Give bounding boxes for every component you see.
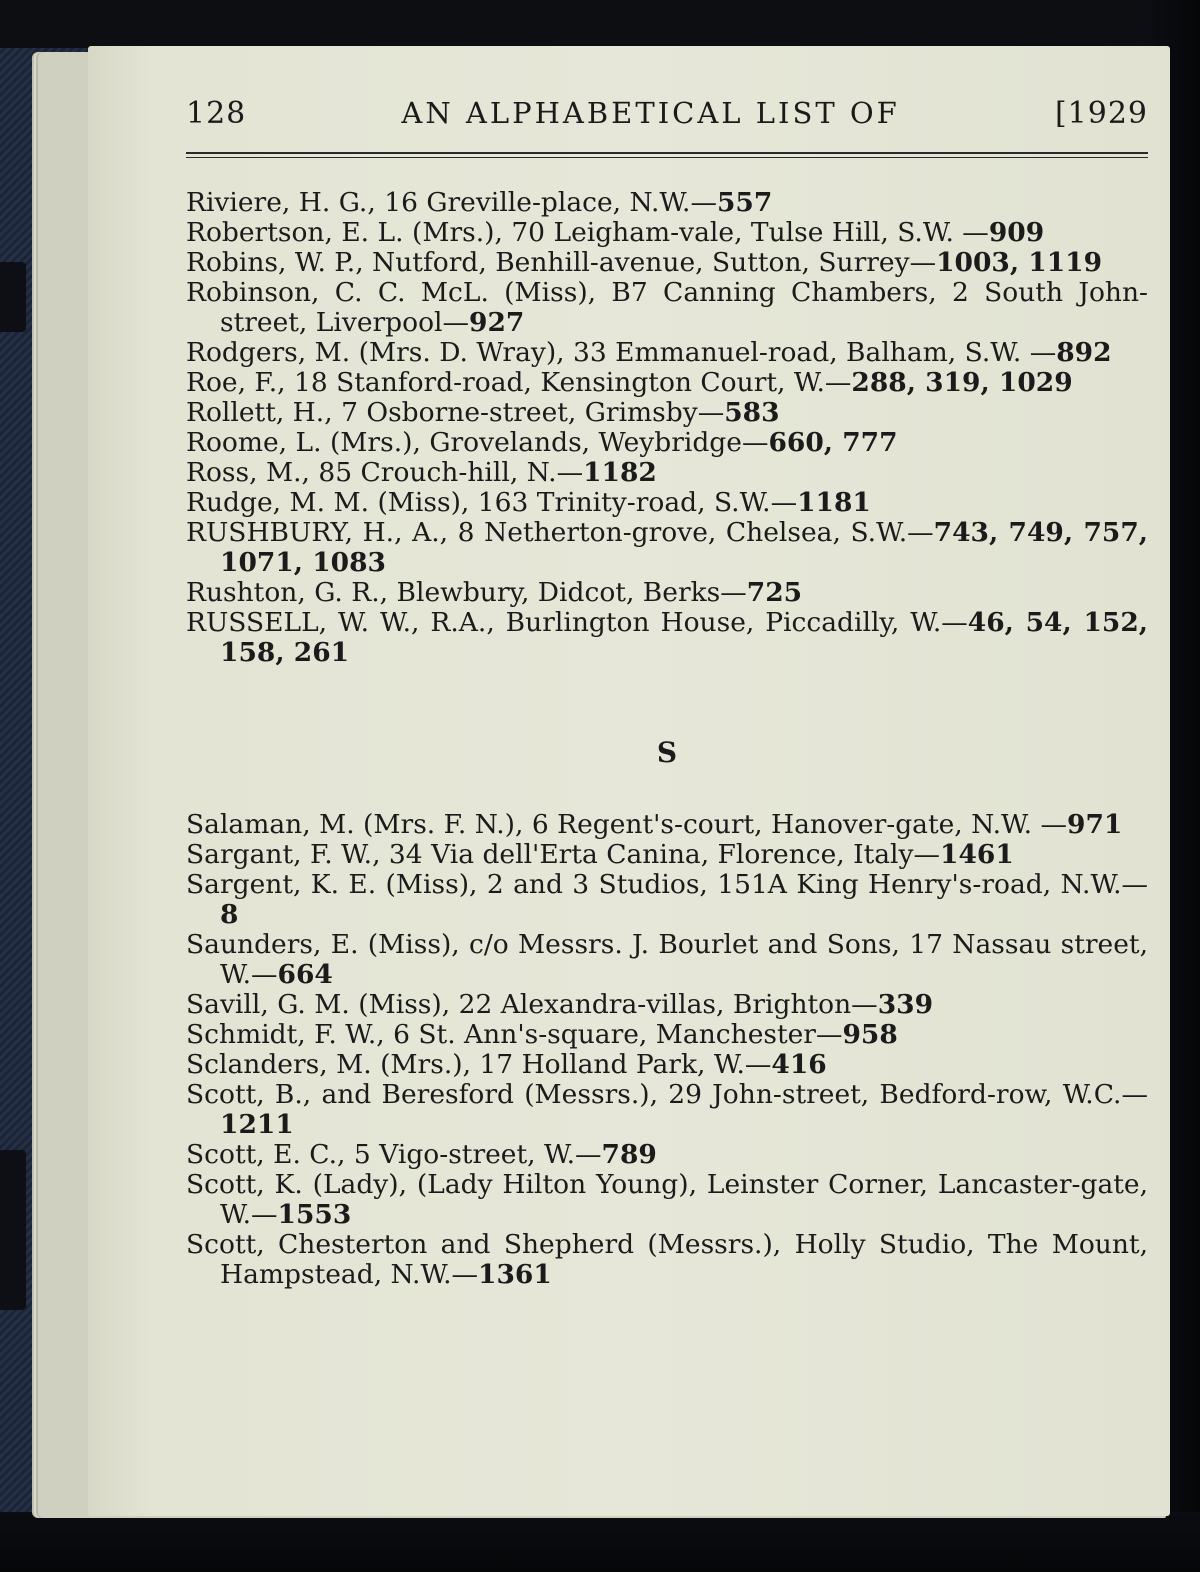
entry-catalogue-numbers: 1182 <box>583 457 657 488</box>
entry-text: Schmidt, F. W., 6 St. Ann's-square, Manchester— <box>186 1019 843 1050</box>
page-content <box>186 96 1148 1290</box>
entry-catalogue-numbers: 557 <box>716 187 773 218</box>
entry-catalogue-numbers: 789 <box>601 1139 657 1170</box>
entry-text: Rollett, H., 7 Osborne-street, Grimsby— <box>186 397 725 428</box>
entry-text: Rudge, M. M. (Miss), 163 Trinity-road, S.W.— <box>186 487 798 518</box>
entry-catalogue-numbers: 909 <box>988 217 1045 248</box>
entry-catalogue-numbers: 958 <box>842 1019 898 1050</box>
entry-catalogue-numbers: 971 <box>1067 809 1123 840</box>
entry-text: Sargent, K. E. (Miss), 2 and 3 Studios, 151A King Henry's-road, N.W.— <box>186 869 1148 900</box>
entry-text: Scott, Chesterton and Shepherd (Messrs.), Holly Studio, The Mount, Hampstead, N.W.— <box>186 1229 1148 1290</box>
list-entry <box>186 810 1148 840</box>
entry-catalogue-numbers: 416 <box>771 1049 827 1080</box>
entry-catalogue-numbers: 1003, 1119 <box>936 247 1103 278</box>
entry-list-r <box>186 188 1148 668</box>
page-number: 128 <box>186 96 247 131</box>
entry-text: Sargant, F. W., 34 Via dell'Erta Canina, Florence, Italy— <box>186 839 941 870</box>
list-entry <box>186 608 1148 668</box>
list-entry <box>186 428 1148 458</box>
binding-clasp <box>0 1150 26 1310</box>
entry-text: RUSHBURY, H., A., 8 Netherton-grove, Chelsea, S.W.— <box>186 517 934 548</box>
list-entry <box>186 840 1148 870</box>
list-entry <box>186 218 1148 248</box>
entry-text: RUSSELL, W. W., R.A., Burlington House, Piccadilly, W.— <box>186 607 968 638</box>
list-entry <box>186 188 1148 218</box>
entry-text: Scott, K. (Lady), (Lady Hilton Young), Leinster Corner, Lancaster-gate, W.— <box>186 1169 1148 1230</box>
entry-catalogue-numbers: 1361 <box>478 1259 552 1290</box>
entry-text: Ross, M., 85 Crouch-hill, N.— <box>186 457 584 488</box>
binding-clasp <box>0 262 26 332</box>
list-entry <box>186 578 1148 608</box>
list-entry <box>186 1050 1148 1080</box>
entry-text: Roome, L. (Mrs.), Grovelands, Weybridge— <box>186 427 769 458</box>
entry-catalogue-numbers: 743, 749, 757, 1071, 1083 <box>220 517 1148 578</box>
double-rule <box>186 152 1148 158</box>
cover-bottom-edge <box>0 1512 1200 1572</box>
list-entry <box>186 1230 1148 1290</box>
entry-text: Savill, G. M. (Miss), 22 Alexandra-villas, Brighton— <box>186 989 878 1020</box>
entry-catalogue-numbers: 339 <box>877 989 934 1020</box>
entry-catalogue-numbers: 892 <box>1056 337 1112 368</box>
list-entry <box>186 1080 1148 1140</box>
entry-catalogue-numbers: 660, 777 <box>768 427 898 458</box>
entry-text: Sclanders, M. (Mrs.), 17 Holland Park, W.— <box>186 1049 772 1080</box>
entry-text: Rushton, G. R., Blewbury, Didcot, Berks— <box>186 577 747 608</box>
list-entry <box>186 1170 1148 1230</box>
list-entry <box>186 398 1148 428</box>
list-entry <box>186 870 1148 930</box>
list-entry <box>186 518 1148 578</box>
cover-top-edge <box>0 0 1200 48</box>
section-heading: S <box>656 736 678 769</box>
running-title: AN ALPHABETICAL LIST OF <box>401 96 900 130</box>
entry-text: Riviere, H. G., 16 Greville-place, N.W.— <box>186 187 717 218</box>
entry-catalogue-numbers: 1461 <box>940 839 1014 870</box>
list-entry <box>186 278 1148 338</box>
entry-text: Robins, W. P., Nutford, Benhill-avenue, Sutton, Surrey— <box>186 247 937 278</box>
list-entry <box>186 930 1148 990</box>
list-entry <box>186 1140 1148 1170</box>
list-entry <box>186 990 1148 1020</box>
list-entry <box>186 458 1148 488</box>
entry-catalogue-numbers: 1553 <box>277 1199 352 1230</box>
list-entry <box>186 1020 1148 1050</box>
entry-text: Scott, B., and Beresford (Messrs.), 29 John-street, Bedford-row, W.C.— <box>186 1079 1148 1110</box>
list-entry <box>186 368 1148 398</box>
entry-catalogue-numbers: 725 <box>746 577 803 608</box>
entry-catalogue-numbers: 664 <box>277 959 333 990</box>
entry-text: Saunders, E. (Miss), c/o Messrs. J. Bourlet and Sons, 17 Nassau street, W.— <box>186 929 1148 990</box>
list-entry <box>186 248 1148 278</box>
entry-text: Roe, F., 18 Stanford-road, Kensington Court, W.— <box>186 367 852 398</box>
entry-text: Robertson, E. L. (Mrs.), 70 Leigham-vale, Tulse Hill, S.W. — <box>186 217 989 248</box>
entry-catalogue-numbers: 8 <box>220 899 239 930</box>
entry-text: Scott, E. C., 5 Vigo-street, W.— <box>186 1139 602 1170</box>
entry-catalogue-numbers: 1181 <box>797 487 871 518</box>
list-entry <box>186 338 1148 368</box>
entry-text: Salaman, M. (Mrs. F. N.), 6 Regent's-court, Hanover-gate, N.W. — <box>186 809 1068 840</box>
entry-catalogue-numbers: 1211 <box>220 1109 294 1140</box>
list-entry <box>186 488 1148 518</box>
entry-text: Robinson, C. C. McL. (Miss), B7 Canning Chambers, 2 South John-street, Liverpool— <box>186 277 1148 338</box>
running-head <box>186 96 1148 146</box>
entry-catalogue-numbers: 927 <box>469 307 525 338</box>
running-year: [1929 <box>1054 96 1148 131</box>
entry-catalogue-numbers: 583 <box>724 397 780 428</box>
entry-list-s <box>186 810 1148 1290</box>
entry-text: Rodgers, M. (Mrs. D. Wray), 33 Emmanuel-road, Balham, S.W. — <box>186 337 1057 368</box>
entry-catalogue-numbers: 46, 54, 152, 158, 261 <box>220 607 1148 668</box>
entry-catalogue-numbers: 288, 319, 1029 <box>851 367 1073 398</box>
